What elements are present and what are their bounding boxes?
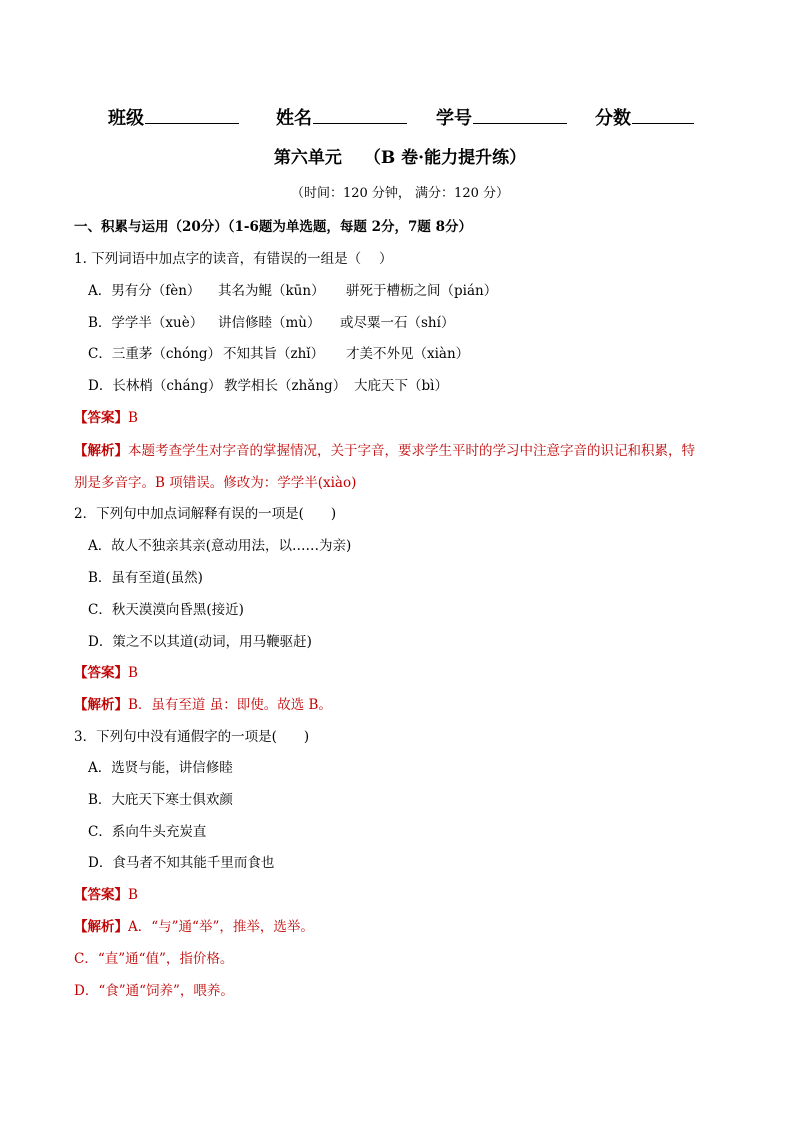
q3-option-c: C．系向牛头充炭直 [88, 824, 207, 840]
section-heading: 一、积累与运用（20分）（1-6题为单选题，每题 2分，7题 8分） [74, 219, 473, 235]
number-label: 学号 [436, 108, 472, 129]
name-label: 姓名 [276, 108, 312, 129]
q2-option-c: C．秋天漠漠向昏黑(接近) [88, 602, 244, 618]
score-label: 分数 [595, 108, 631, 129]
name-field [276, 103, 407, 132]
answer-tag: 【答案】 [74, 887, 128, 903]
q2-option-a: A．故人不独亲其亲(意动用法，以……为亲) [88, 538, 352, 554]
time-score-info: （时间：120 分钟， 满分：120 分） [290, 186, 510, 201]
score-blank[interactable] [632, 103, 694, 124]
q2-option-d: D．策之不以其道(动词，用马鞭驱赶) [88, 634, 312, 650]
q3-analysis-line1: 【解析】A．“与”通“举”，推举，选举。 [74, 919, 314, 935]
analysis-tag: 【解析】 [74, 443, 128, 459]
q3-answer [74, 885, 138, 905]
analysis-tag: 【解析】 [74, 919, 128, 935]
q2-answer [74, 663, 138, 683]
document-page: 班级 姓名 学号 分数 第六单元 （B 卷·能力提升练） （时间：120 分钟， 满分：120 分） 一、积累与运用（20分）（1-6题为单选题，每题 2分，7题 8分） 1. 下列词语中加点字的读音，有错误的一组是（ ） A．男有分（fèn） 其名为鲲（kūn） 骈死于槽枥之间（pián） B．学学半（xuè） 讲信修睦（mù） 或尽粟一石（shí） C．三重茅（chóng） 不知其旨（zhǐ） 才美不外见（xiàn） D．长林梢（cháng） 教学相长（zhǎng） 大庇天下（bì） 【答案】B 【解析】本题考查学生对字音的掌握情况，关于字音，要求学生平时的学习中注意字音的识记和积累，特 别是多音字。B 项错误。修改为：学学半(xiào) 2．下列句中加点词解释有误的一项是( ) A．故人不独亲其亲(意动用法，以……为亲) B．虽有至道(虽然) C．秋天漠漠向昏黑(接近) D．策之不以其道(动词，用马鞭驱赶) 【答案】B 【解析】B．虽有至道 虽：即使。故选 B。 3．下列句中没有通假字的一项是( ) A．选贤与能，讲信修睦 B．大庇天下寒士俱欢颜 C．系向牛头充炭直 D．食马者不知其能千里而食也 【答案】B 【解析】A．“与”通“举”，推举，选举。 C．“直”通“值”，指价格。 D．“食”通“饲养”，喂养。 [0, 0, 794, 1123]
q3-analysis-line3: D．“食”通“饲养”，喂养。 [74, 983, 234, 999]
score-field [595, 103, 694, 132]
answer-tag: 【答案】 [74, 410, 128, 426]
answer-value: B [128, 410, 138, 426]
q1-analysis-line2: 别是多音字。B 项错误。修改为：学学半(xiào) [74, 475, 357, 491]
class-field [108, 103, 239, 132]
name-blank[interactable] [313, 103, 407, 124]
q3-option-d: D．食马者不知其能千里而食也 [88, 855, 275, 871]
q1-answer [74, 408, 138, 428]
answer-value: B [128, 887, 138, 903]
class-label: 班级 [108, 108, 144, 129]
class-blank[interactable] [145, 103, 239, 124]
q2-analysis: 【解析】B．虽有至道 虽：即使。故选 B。 [74, 697, 332, 713]
volume-title: （B 卷·能力提升练） [363, 148, 527, 168]
q3-stem: 3．下列句中没有通假字的一项是( ) [74, 729, 310, 745]
number-blank[interactable] [473, 103, 567, 124]
q3-option-a: A．选贤与能，讲信修睦 [88, 760, 233, 776]
unit-title: 第六单元 [273, 148, 342, 168]
q1-analysis-line1: 【解析】本题考查学生对字音的掌握情况，关于字音，要求学生平时的学习中注意字音的识记和积累，特 [74, 443, 695, 459]
analysis-tag: 【解析】 [74, 697, 128, 713]
q3-option-b: B．大庇天下寒士俱欢颜 [88, 792, 233, 808]
answer-value: B [128, 665, 138, 681]
q2-stem: 2．下列句中加点词解释有误的一项是( ) [74, 506, 337, 522]
number-field [436, 103, 567, 132]
q1-stem: 1. 下列词语中加点字的读音，有错误的一组是（ ） [74, 251, 393, 267]
q2-option-b: B．虽有至道(虽然) [88, 570, 203, 586]
page-title [0, 146, 794, 170]
q3-analysis-line2: C．“直”通“值”，指价格。 [74, 951, 234, 967]
answer-tag: 【答案】 [74, 665, 128, 681]
